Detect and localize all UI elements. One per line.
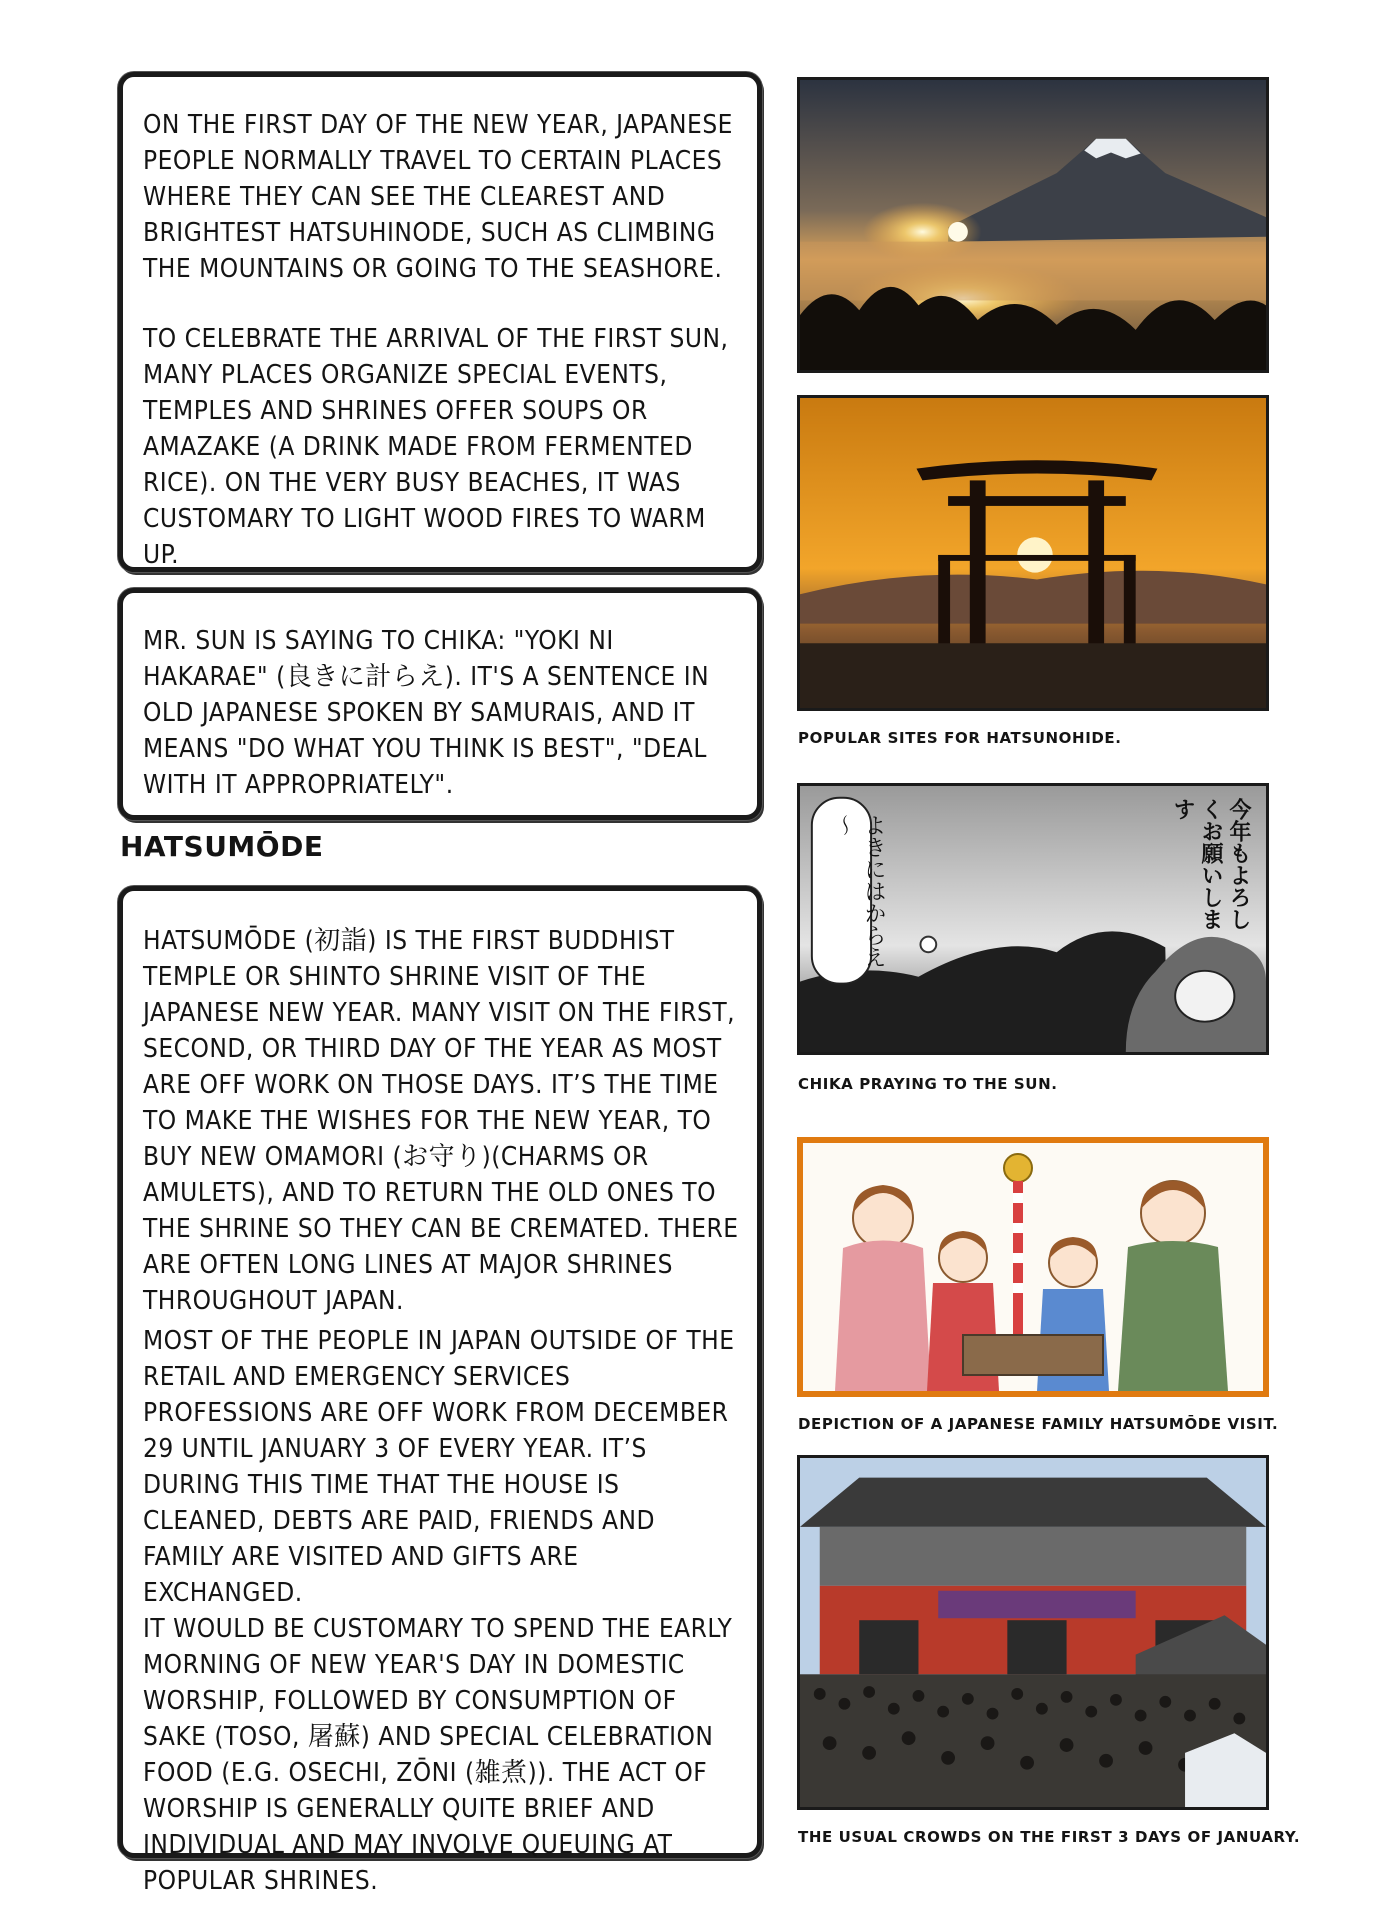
mr-sun-text-box [118,588,762,820]
section-heading-hatsumode: HATSUMŌDE [120,830,324,863]
hatsumode-paragraph-2: MOST OF THE PEOPLE IN JAPAN OUTSIDE OF THE RETAIL AND EMERGENCY SERVICES PROFESSIONS ARE OFF WORK FROM DECEMBER 29 UNTIL JANUARY 3 OF EVERY YEAR. IT’S DURING THIS TIME THAT THE HOUSE IS CLEANED, DEBTS ARE PAID, FRIENDS AND FAMILY ARE VISITED AND GIFTS ARE EXCHANGED. IT WOULD BE CUSTOMARY TO SPEND THE EARLY MORNING OF NEW YEAR'S DAY IN DOMESTIC WORSHIP, FOLLOWED BY CONSUMPTION OF SAKE (TOSO, 屠蘇) AND SPECIAL CELEBRATION FOOD (E.G. OSECHI, ZŌNI (雑煮)). THE ACT OF WORSHIP IS GENERALLY QUITE BRIEF AND INDIVIDUAL AND MAY INVOLVE QUEUING AT POPULAR SHRINES. [143,1326,735,1896]
mr-sun-paragraph: MR. SUN IS SAYING TO CHIKA: "YOKI NI HAKARAE" (良きに計らえ). IT'S A SENTENCE IN OLD JAPANESE SPOKEN BY SAMURAIS, AND IT MEANS "DO WHAT YOU THINK IS BEST", "DEAL WITH IT APPROPRIATELY". [143,626,710,800]
photo-temple-crowds [797,1455,1269,1810]
caption-chika: CHIKA PRAYING TO THE SUN. [798,1075,1058,1093]
hatsumode-text-box [118,886,762,1896]
temple-crowds-image [800,1458,1266,1807]
hatsumode-paragraph-1: HATSUMŌDE (初詣) IS THE FIRST BUDDHIST TEMPLE OR SHINTO SHRINE VISIT OF THE JAPANESE NEW YEAR. MANY VISIT ON THE FIRST, SECOND, OR THIRD DAY OF THE YEAR AS MOST ARE OFF WORK ON THOSE DAYS. IT’S THE TIME TO MAKE THE WISHES FOR THE NEW YEAR, TO BUY NEW OMAMORI (お守り)(CHARMS OR AMULETS), AND TO RETURN THE OLD ONES TO THE SHRINE SO THEY CAN BE CREMATED. THERE ARE OFTEN LONG LINES AT MAJOR SHRINES THROUGHOUT JAPAN. [143,926,739,1316]
manga-panel-chika [797,783,1269,1055]
family-illustration-image [803,1143,1263,1391]
torii-sunrise-image [800,398,1266,708]
caption-family: DEPICTION OF A JAPANESE FAMILY HATSUMŌDE VISIT. [798,1415,1279,1433]
caption-sunrise-sites: POPULAR SITES FOR HATSUNOHIDE. [798,729,1122,747]
illustration-family-visit [797,1137,1269,1397]
speech-bubble-chika: 今年もよろしくお願いします [1170,798,1251,930]
caption-crowds: THE USUAL CROWDS ON THE FIRST 3 DAYS OF JANUARY. [798,1828,1301,1846]
intro-text-box [118,72,762,572]
fuji-sunrise-image [800,80,1266,370]
intro-paragraph-1: ON THE FIRST DAY OF THE NEW YEAR, JAPANESE PEOPLE NORMALLY TRAVEL TO CERTAIN PLACES WHERE THEY CAN SEE THE CLEAREST AND BRIGHTEST HATSUHINODE, SUCH AS CLIMBING THE MOUNTAINS OR GOING TO THE SEASHORE. [143,110,733,284]
photo-fuji-sunrise [797,77,1269,373]
intro-paragraph-2: TO CELEBRATE THE ARRIVAL OF THE FIRST SUN, MANY PLACES ORGANIZE SPECIAL EVENTS, TEMPLES AND SHRINES OFFER SOUPS OR AMAZAKE (A DRINK MADE FROM FERMENTED RICE). ON THE VERY BUSY BEACHES, IT WAS CUSTOMARY TO LIGHT WOOD FIRES TO WARM UP. [143,324,729,570]
photo-torii-sunrise [797,395,1269,711]
speech-bubble-mr-sun: よきにはからえ～ [831,814,886,968]
